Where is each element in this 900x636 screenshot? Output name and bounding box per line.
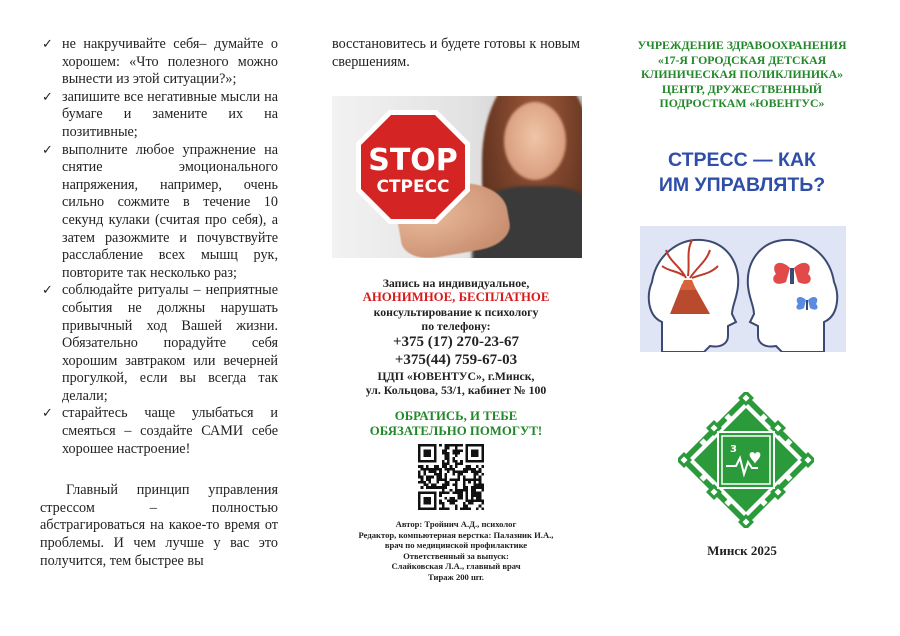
credits-block: Автор: Тройнич А.Д., психолог Редактор, компьютерная верстка: Палазник И.А., врач по медицинской профилактике Ответственный за выпуск: Слайковская Л.А., главный врач Тираж 200 шт. xyxy=(358,519,554,582)
checkmark-icon: ✓ xyxy=(42,406,53,422)
anonymous-free-label: АНОНИМНОЕ, БЕСПЛАТНОЕ xyxy=(362,290,550,304)
stop-stress-photo xyxy=(332,96,582,258)
sign-text-stress: СТРЕСС xyxy=(376,177,450,197)
phone-number-1[interactable]: +375 (17) 270-23-67 xyxy=(392,334,520,350)
qr-code[interactable] xyxy=(418,444,484,510)
stress-heads-illustration xyxy=(640,226,846,352)
brochure-title: СТРЕСС — КАК ИМ УПРАВЛЯТЬ? xyxy=(658,149,826,196)
list-item: ✓ запишите все негативные мысли на бумаге и замените их на позитивные; xyxy=(42,88,278,140)
institution-name: УЧРЕЖДЕНИЕ ЗДРАВООХРАНЕНИЯ «17-Я ГОРОДСКАЯ ДЕТСКАЯ КЛИНИЧЕСКАЯ ПОЛИКЛИНИКА» ЦЕНТР, ДРУЖЕСТВЕННЫЙ ПОДРОСТКАМ «ЮВЕНТУС» xyxy=(637,38,847,111)
center-emblem-logo xyxy=(678,392,814,528)
svg-text:3: 3 xyxy=(730,444,737,455)
list-item: ✓ не накручивайте себя– думайте о хорошем: «Что полезного можно вынести из этой ситуации?»; xyxy=(42,36,278,88)
address-line: ул. Кольцова, 53/1, кабинет № 100 xyxy=(365,383,547,397)
tips-list xyxy=(40,0,278,458)
list-item: ✓ соблюдайте ритуалы – неприятные события не должны нарушать привычный ход Вашей жизни. Обязательно порадуйте себя хорошим завтраком или вечерней прогулкой, если вы всегда так делали; xyxy=(42,282,278,404)
left-column xyxy=(40,0,278,636)
list-item: ✓ старайтесь чаще улыбаться и смеяться – создайте САМИ себе хорошее настроение! xyxy=(42,405,278,457)
checkmark-icon: ✓ xyxy=(42,89,53,105)
call-to-action: ОБРАТИСЬ, И ТЕБЕ ОБЯЗАТЕЛЬНО ПОМОГУТ! xyxy=(369,409,543,438)
contact-line: по телефону: xyxy=(421,319,491,333)
stop-sign-icon xyxy=(354,108,472,226)
city-year: Минск 2025 xyxy=(707,543,777,558)
continuation-text: восстановитесь и будете готовы к новым свершениям. xyxy=(332,36,580,70)
main-principle-paragraph: Главный принцип управления стрессом – полностью абстрагироваться на какое-то время от проблемы. И чем лучше у вас это получится, тем быстрее вы xyxy=(40,482,278,569)
contact-block xyxy=(332,276,580,397)
sign-text-stop: STOP xyxy=(368,143,458,178)
address-line: ЦДП «ЮВЕНТУС», г.Минск, xyxy=(377,369,535,383)
checkmark-icon: ✓ xyxy=(42,142,53,158)
contact-line: Запись на индивидуальное, xyxy=(382,276,530,290)
right-column xyxy=(612,0,872,636)
checkmark-icon: ✓ xyxy=(42,283,53,299)
contact-line: консультирование к психологу xyxy=(373,305,539,319)
phone-number-2[interactable]: +375(44) 759-67-03 xyxy=(394,352,518,368)
list-item: ✓ выполните любое упражнение на снятие эмоционального напряжения, например, очень сильно сожмите в течение 10 секунд кулаки (считая про себя), а затем разожмите и почувствуйте расслабление всех мышц рук, повторите так несколько раз; xyxy=(42,141,278,281)
checkmark-icon: ✓ xyxy=(42,37,53,52)
middle-column xyxy=(318,0,582,636)
